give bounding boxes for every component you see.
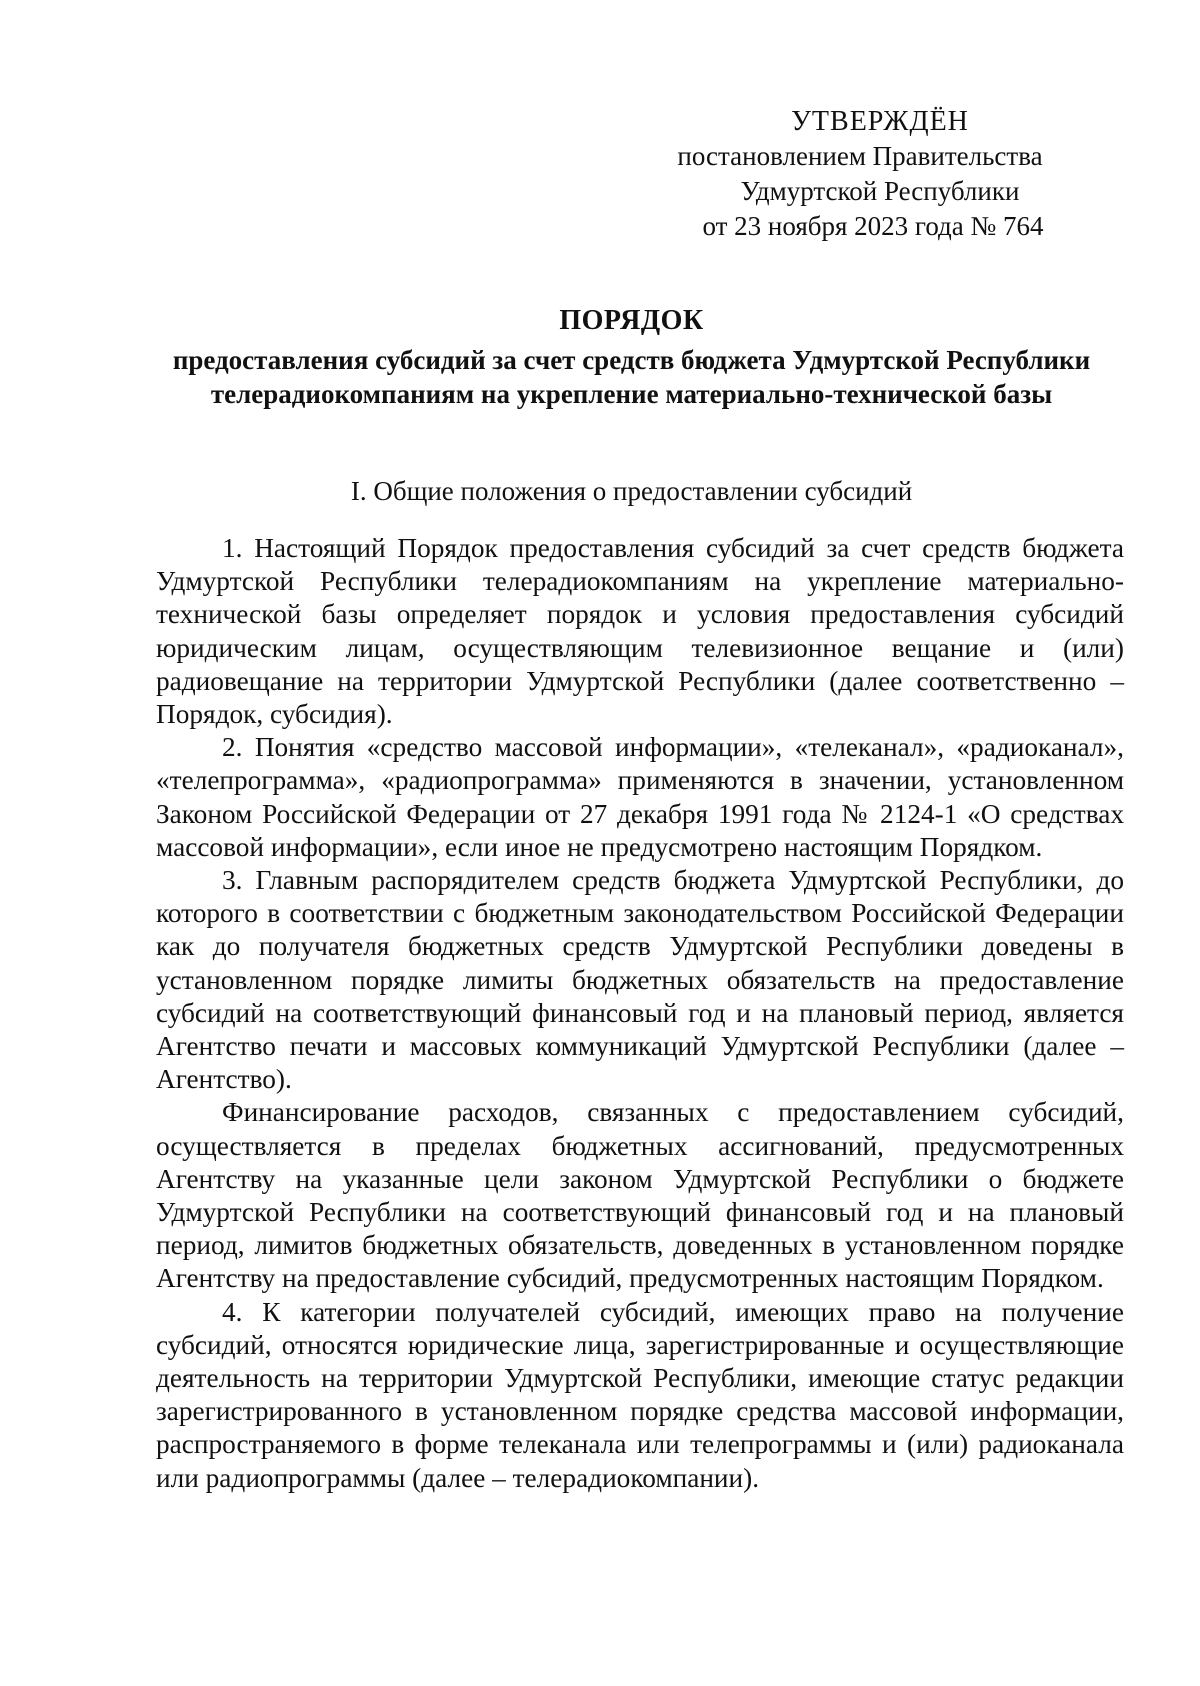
- document-title-block: [140, 303, 1123, 411]
- paragraph-1: 1. Настоящий Порядок предоставления субсидий за счет средств бюджета Удмуртской Республики телерадиокомпаниям на укрепление материально-технической базы определяет порядок и условия предоставления субсидий юридическим лицам, осуществляющим телевизионное вещание и (или) радиовещание на территории Удмуртской Республики (далее соответственно – Порядок, субсидия).: [156, 533, 1124, 730]
- document-body: [156, 532, 1124, 1495]
- paragraph-3-financing: Финансирование расходов, связанных с предоставлением субсидий, осуществляется в пределах бюджетных ассигнований, предусмотренных Агентству на указанные цели законом Удмуртской Республики о бюджете Удмуртской Республики на соответствующий финансовый год и на плановый период, лимитов бюджетных обязательств, доведенных в установленном порядке Агентству на предоставление субсидий, предусмотренных настоящим Порядком.: [156, 1097, 1124, 1294]
- approval-stamp-title: УТВЕРЖДЁН: [791, 106, 969, 137]
- approval-line-republic: Удмуртской Республики: [740, 176, 1020, 206]
- approval-line-date-number: от 23 ноября 2023 года № 764: [702, 211, 1044, 241]
- paragraph-4: 4. К категории получателей субсидий, имеющих право на получение субсидий, относятся юридические лица, зарегистрированные и осуществляющие деятельность на территории Удмуртской Республики, имеющие статус редакции зарегистрированного в установленном порядке средства массовой информации, распространяемого в форме телеканала или телепрограммы и (или) радиоканала или радиопрограммы (далее – телерадиокомпании).: [156, 1296, 1124, 1493]
- document-title: ПОРЯДОК: [559, 305, 704, 336]
- paragraph-2: 2. Понятия «средство массовой информации», «телеканал», «радиоканал», «телепрограмма», «радиопрограмма» применяются в значении, установленном Законом Российской Федерации от 27 декабря 1991 года № 2124-1 «О средствах массовой информации», если иное не предусмотрено настоящим Порядком.: [156, 732, 1124, 862]
- approval-line-resolution: постановлением Правительства: [677, 141, 1043, 171]
- paragraph-3: 3. Главным распорядителем средств бюджета Удмуртской Республики, до которого в соответствии с бюджетным законодательством Российской Федерации как до получателя бюджетных средств Удмуртской Республики доведены в установленном порядке лимиты бюджетных обязательств на предоставление субсидий на соответствующий финансовый год и на плановый период, является Агентство печати и массовых коммуникаций Удмуртской Республики (далее – Агентство).: [156, 865, 1124, 1095]
- section-heading: I. Общие положения о предоставлении субсидий: [350, 476, 913, 506]
- document-subtitle: предоставления субсидий за счет средств бюджета Удмуртской Республики телерадиокомпаниям на укрепление материально-технической базы: [172, 345, 1091, 409]
- approval-stamp: [650, 104, 1110, 244]
